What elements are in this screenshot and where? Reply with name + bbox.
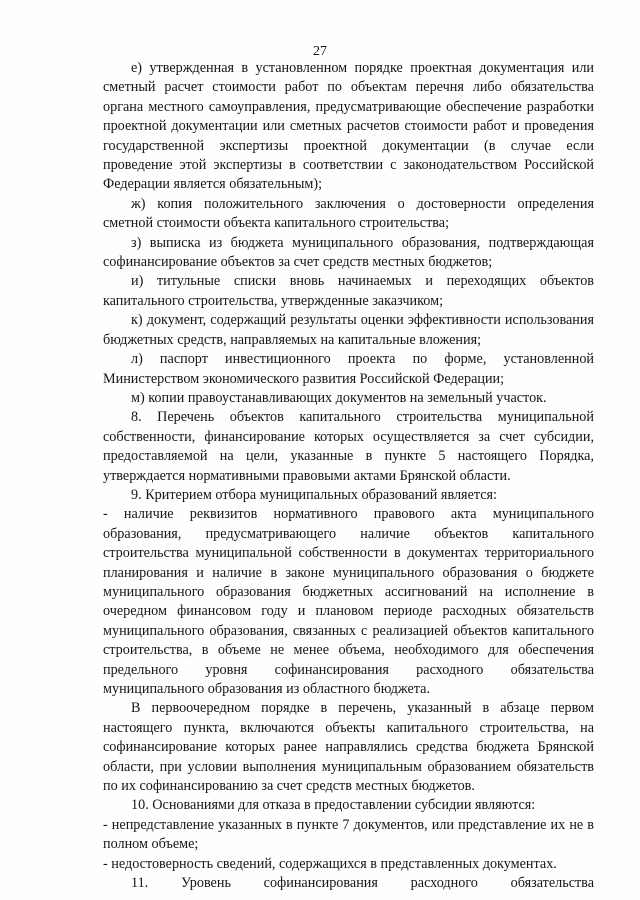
- paragraph-item-i: и) титульные списки вновь начинаемых и переходящих объектов капитального строительства, утвержденные заказчиком;: [103, 273, 594, 309]
- paragraph-clause-9-priority: В первоочередном порядке в перечень, указанный в абзаце первом настоящего пункта, включаются объекты капитального строительства, на софинансирование которых ранее направлялись средства бюджета Брянской области, при условии выполнения муниципальным образованием обязательств по их софинансированию за счет средств местных бюджетов.: [103, 700, 594, 795]
- paragraph-item-l: л) паспорт инвестиционного проекта по форме, установленной Министерством экономического развития Российской Федерации;: [103, 351, 594, 387]
- paragraph-clause-9-criterion: - наличие реквизитов нормативного правового акта муниципального образования, предусматривающего наличие объектов капитального строительства муниципальной собственности в документах территориального планирования и наличие в законе муниципального образования о бюджете муниципального образования бюджетных ассигнований на исполнение в очередном финансовом году и плановом периоде расходных обязательств муниципального образования, связанных с реализацией объектов капитального строительства, в объеме не менее объема, необходимого для обеспечения предельного уровня софинансирования расходного обязательства муниципального образования из областного бюджета.: [103, 506, 594, 697]
- paragraph-item-z: з) выписка из бюджета муниципального образования, подтверждающая софинансирование объектов за счет средств местных бюджетов;: [103, 234, 594, 271]
- paragraph-item-m: м) копии правоустанавливающих документов на земельный участок.: [131, 389, 547, 406]
- paragraph-item-zh: ж) копия положительного заключения о достоверности определения сметной стоимости объекта капитального строительства;: [103, 195, 594, 232]
- paragraph-item-e: е) утвержденная в установленном порядке проектная документация или сметный расчет стоимости работ по объектам перечня либо обязательства органа местного самоуправления, предусматривающие обеспечение разработки проектной документации или сметных расчетов стоимости работ и проведения государственной экспертизы проектной документации (в случае если проведение этой экспертизы в соответствии с законодательством Российской Федерации является обязательным);: [103, 60, 594, 193]
- paragraph-clause-10-reason-2: - недостоверность сведений, содержащихся в представленных документах.: [103, 855, 557, 872]
- paragraph-clause-11: 11. Уровень софинансирования расходного обязательства: [131, 875, 594, 892]
- paragraph-clause-8: 8. Перечень объектов капитального строительства муниципальной собственности, финансирование которых осуществляется за счет субсидии, предоставляемой на цели, указанные в пункте 5 настоящего Порядка, утверждается нормативными правовыми актами Брянской области.: [103, 409, 594, 484]
- paragraph-clause-10: 10. Основаниями для отказа в предоставлении субсидии являются:: [131, 797, 536, 814]
- paragraph-clause-9: 9. Критерием отбора муниципальных образований является:: [131, 486, 497, 503]
- page-number: 27: [313, 44, 327, 59]
- paragraph-clause-10-reason-1: - непредставление указанных в пункте 7 документов, или представление их не в полном объеме;: [103, 816, 594, 853]
- body-text: [103, 59, 594, 893]
- paragraph-item-k: к) документ, содержащий результаты оценки эффективности использования бюджетных средств, направляемых на капитальные вложения;: [103, 312, 594, 348]
